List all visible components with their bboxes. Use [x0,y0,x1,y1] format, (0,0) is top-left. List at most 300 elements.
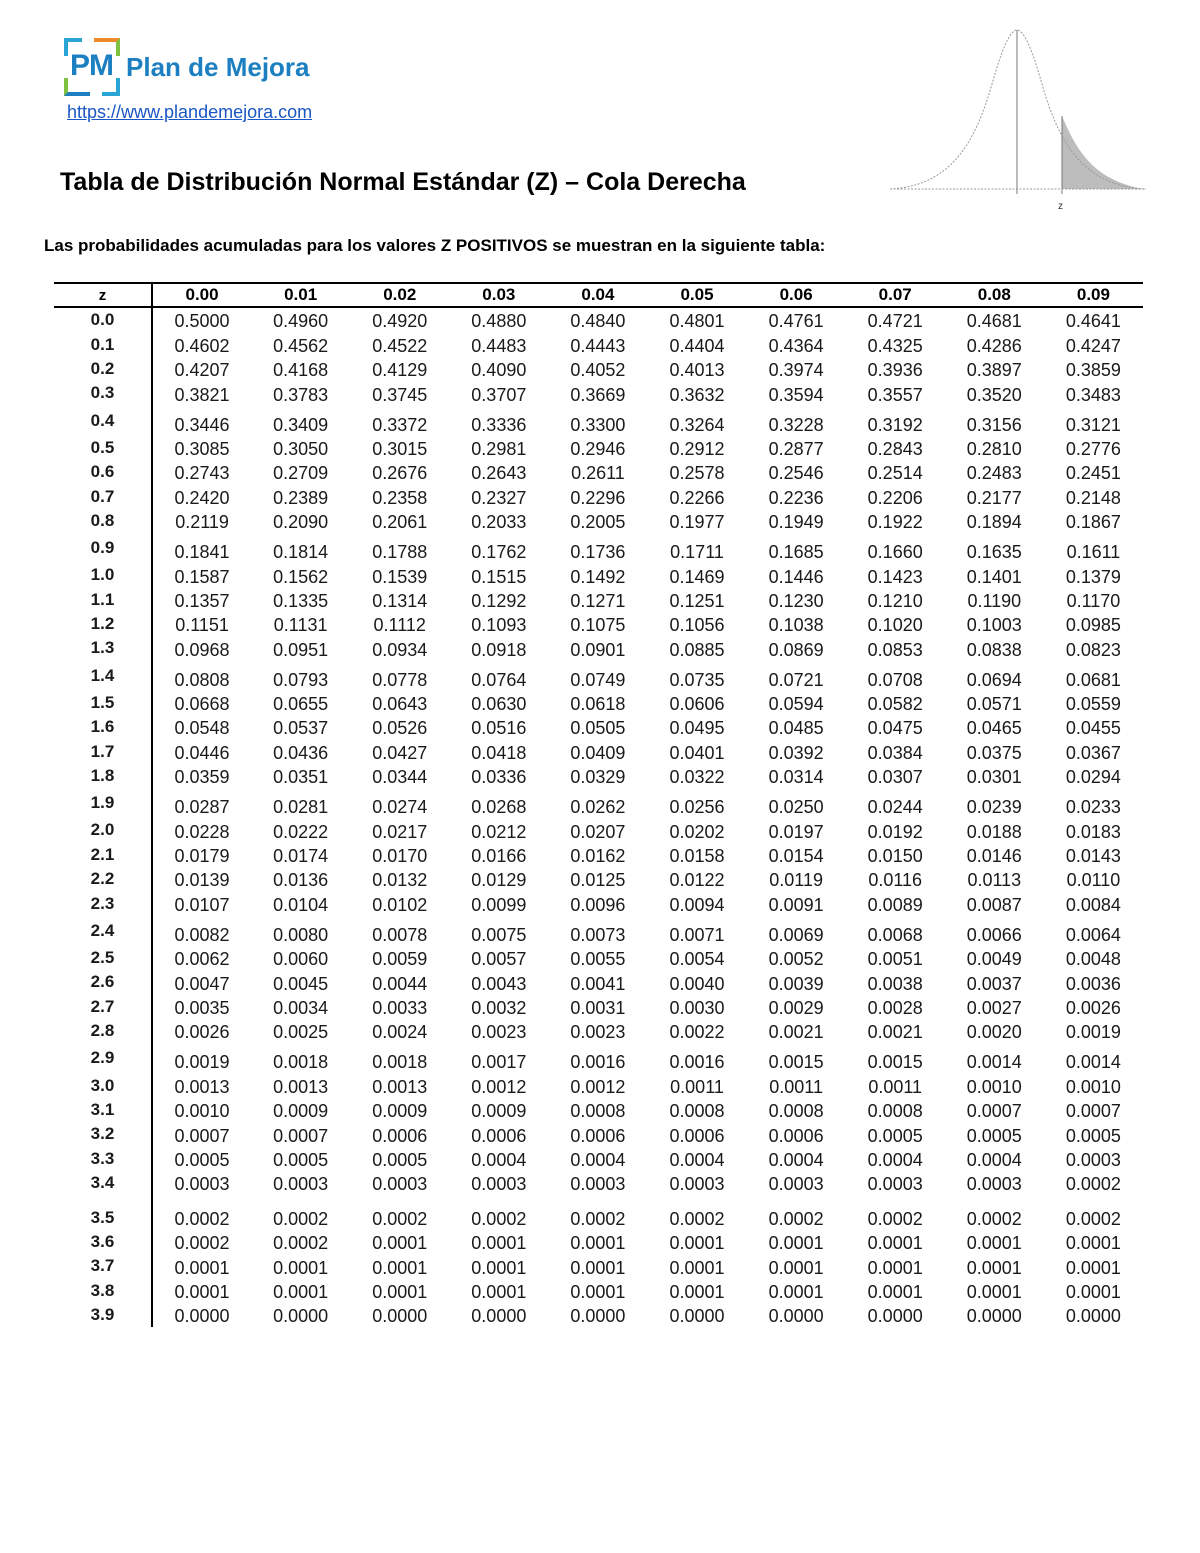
probability-cell: 0.0019 [1065,1022,1121,1043]
probability-cell: 0.0526 [372,718,428,739]
z-value-cell: 2.5 [54,946,152,970]
probability-cell: 0.4090 [471,360,527,381]
probability-cell: 0.1736 [570,542,626,563]
table-row [54,1043,1143,1073]
z-value-cell: 2.7 [54,995,152,1019]
probability-cell: 0.0059 [372,949,428,970]
probability-cell: 0.4920 [372,311,428,332]
probability-cell: 0.0002 [273,1233,329,1254]
probability-cell: 0.0294 [1065,767,1121,788]
probability-cell: 0.0094 [669,894,725,915]
probability-cell: 0.0091 [768,894,824,915]
z-value-cell: 0.0 [54,307,152,332]
table-row [54,406,1143,436]
probability-cell: 0.1587 [174,566,230,587]
probability-cell: 0.4721 [867,311,923,332]
probability-cell: 0.2843 [867,438,923,459]
probability-cell: 0.0022 [669,1022,725,1043]
probability-cell: 0.0001 [471,1257,527,1278]
probability-cell: 0.0007 [273,1125,329,1146]
probability-cell: 0.0446 [174,742,230,763]
z-value-cell: 1.0 [54,563,152,587]
table-row [54,1098,1143,1122]
probability-cell: 0.1446 [768,566,824,587]
probability-cell: 0.0009 [372,1101,428,1122]
probability-cell: 0.0005 [174,1149,230,1170]
brand-logo [64,38,310,96]
probability-cell: 0.3520 [966,384,1022,405]
probability-cell: 0.0069 [768,924,824,945]
probability-cell: 0.0032 [471,997,527,1018]
probability-cell: 0.0015 [867,1052,923,1073]
z-value-cell: 0.6 [54,460,152,484]
probability-cell: 0.3446 [174,414,230,435]
column-header: 0.08 [945,283,1044,307]
probability-cell: 0.0026 [174,1022,230,1043]
probability-cell: 0.0066 [966,924,1022,945]
probability-cell: 0.0427 [372,742,428,763]
probability-cell: 0.4404 [669,335,725,356]
probability-cell: 0.0244 [867,797,923,818]
table-row [54,715,1143,739]
probability-cell: 0.4483 [471,335,527,356]
probability-cell: 0.0031 [570,997,626,1018]
probability-cell: 0.2451 [1065,463,1121,484]
column-header: 0.01 [251,283,350,307]
column-header: 0.07 [846,283,945,307]
probability-cell: 0.0010 [174,1101,230,1122]
z-value-cell: 3.8 [54,1279,152,1303]
z-value-cell: 1.4 [54,661,152,691]
probability-cell: 0.0559 [1065,694,1121,715]
probability-cell: 0.0012 [570,1076,626,1097]
probability-cell: 0.0485 [768,718,824,739]
probability-cell: 0.0004 [867,1149,923,1170]
probability-cell: 0.1492 [570,566,626,587]
probability-cell: 0.0003 [570,1174,626,1195]
probability-cell: 0.0018 [372,1052,428,1073]
table-row [54,916,1143,946]
probability-cell: 0.0436 [273,742,329,763]
z-value-cell: 1.9 [54,788,152,818]
z-value-cell: 1.5 [54,691,152,715]
probability-cell: 0.0838 [966,639,1022,660]
probability-cell: 0.1977 [669,512,725,533]
probability-cell: 0.3264 [669,414,725,435]
probability-cell: 0.1190 [967,590,1022,611]
probability-cell: 0.0006 [669,1125,725,1146]
probability-cell: 0.0505 [570,718,626,739]
probability-cell: 0.2005 [570,512,626,533]
probability-cell: 0.0571 [966,694,1022,715]
probability-cell: 0.1469 [669,566,725,587]
probability-cell: 0.0017 [471,1052,527,1073]
probability-cell: 0.0004 [471,1149,527,1170]
probability-cell: 0.0001 [966,1281,1022,1302]
probability-cell: 0.1515 [471,566,527,587]
probability-cell: 0.3372 [372,414,428,435]
probability-cell: 0.0217 [372,821,428,842]
column-header: 0.09 [1044,283,1143,307]
probability-cell: 0.0002 [273,1208,329,1229]
probability-cell: 0.3783 [273,384,329,405]
probability-cell: 0.0003 [372,1174,428,1195]
probability-cell: 0.0119 [769,870,823,891]
website-link[interactable]: https://www.plandemejora.com [67,102,313,122]
probability-cell: 0.4602 [174,335,230,356]
probability-cell: 0.0375 [966,742,1022,763]
probability-cell: 0.0582 [867,694,923,715]
probability-cell: 0.2090 [273,512,329,533]
probability-cell: 0.0367 [1065,742,1121,763]
probability-cell: 0.3409 [273,414,329,435]
z-value-cell: 2.3 [54,891,152,915]
probability-cell: 0.0005 [1065,1125,1121,1146]
table-row [54,509,1143,533]
probability-cell: 0.2743 [174,463,230,484]
table-row [54,1303,1143,1327]
probability-cell: 0.0006 [372,1125,428,1146]
probability-cell: 0.5000 [174,311,230,332]
probability-cell: 0.0256 [669,797,725,818]
probability-cell: 0.1814 [273,542,329,563]
probability-cell: 0.0384 [867,742,923,763]
probability-cell: 0.4880 [471,311,527,332]
probability-cell: 0.0001 [768,1257,824,1278]
probability-cell: 0.0024 [372,1022,428,1043]
probability-cell: 0.0002 [867,1208,923,1229]
probability-cell: 0.0062 [174,949,230,970]
probability-cell: 0.0465 [966,718,1022,739]
probability-cell: 0.0179 [174,846,230,867]
probability-cell: 0.0023 [471,1022,527,1043]
probability-cell: 0.0344 [372,767,428,788]
probability-cell: 0.1711 [670,542,724,563]
probability-cell: 0.2119 [175,512,229,533]
probability-cell: 0.0968 [174,639,230,660]
z-value-cell: 1.8 [54,764,152,788]
probability-cell: 0.0007 [174,1125,230,1146]
z-value-cell: 2.1 [54,843,152,867]
z-value-cell: 0.7 [54,484,152,508]
table-row [54,1279,1143,1303]
probability-cell: 0.3974 [768,360,824,381]
probability-cell: 0.0073 [570,924,626,945]
probability-cell: 0.0239 [966,797,1022,818]
probability-cell: 0.0934 [372,639,428,660]
probability-cell: 0.0096 [570,894,626,915]
probability-cell: 0.1271 [570,590,626,611]
probability-cell: 0.0001 [273,1281,329,1302]
probability-cell: 0.3897 [966,360,1022,381]
probability-cell: 0.0495 [669,718,725,739]
probability-cell: 0.1357 [174,590,230,611]
probability-cell: 0.0011 [670,1076,724,1097]
z-value-cell: 3.5 [54,1205,152,1229]
probability-cell: 0.0188 [966,821,1022,842]
probability-cell: 0.0001 [768,1281,824,1302]
probability-cell: 0.0036 [1065,973,1121,994]
probability-cell: 0.1210 [867,590,923,611]
probability-cell: 0.0869 [768,639,824,660]
probability-cell: 0.3707 [471,384,527,405]
probability-cell: 0.0154 [768,846,824,867]
probability-cell: 0.0129 [471,870,527,891]
probability-cell: 0.0008 [768,1101,824,1122]
probability-cell: 0.0150 [867,846,923,867]
normal-curve-figure [890,24,1146,214]
probability-cell: 0.4247 [1065,335,1121,356]
probability-cell: 0.1020 [867,615,923,636]
probability-cell: 0.0002 [372,1208,428,1229]
probability-cell: 0.0122 [669,870,725,891]
probability-cell: 0.3192 [867,414,923,435]
probability-cell: 0.0001 [867,1233,923,1254]
probability-cell: 0.0000 [273,1306,329,1327]
probability-cell: 0.2676 [372,463,428,484]
probability-cell: 0.0885 [669,639,725,660]
z-value-cell: 2.2 [54,867,152,891]
z-column-header: z [54,283,152,307]
probability-cell: 0.0901 [570,639,626,660]
probability-cell: 0.1056 [669,615,725,636]
probability-cell: 0.0099 [471,894,527,915]
probability-cell: 0.0002 [669,1208,725,1229]
column-header: 0.06 [747,283,846,307]
probability-cell: 0.0001 [372,1257,428,1278]
probability-cell: 0.0418 [471,742,527,763]
probability-cell: 0.0329 [570,767,626,788]
probability-cell: 0.2420 [174,487,230,508]
probability-cell: 0.4443 [570,335,626,356]
probability-cell: 0.0002 [570,1208,626,1229]
probability-cell: 0.4761 [768,311,824,332]
probability-cell: 0.0035 [174,997,230,1018]
probability-cell: 0.0110 [1066,870,1121,891]
probability-cell: 0.2358 [372,487,428,508]
probability-cell: 0.0003 [174,1174,230,1195]
probability-cell: 0.0018 [273,1052,329,1073]
probability-cell: 0.0014 [966,1052,1022,1073]
probability-cell: 0.0606 [669,694,725,715]
probability-cell: 0.3859 [1065,360,1121,381]
probability-cell: 0.0014 [1065,1052,1121,1073]
probability-cell: 0.0721 [768,669,824,690]
probability-cell: 0.0548 [174,718,230,739]
column-header: 0.02 [350,283,449,307]
probability-cell: 0.1788 [372,542,428,563]
probability-cell: 0.1230 [768,590,824,611]
probability-cell: 0.0301 [966,767,1022,788]
z-value-cell: 3.9 [54,1303,152,1327]
table-row [54,436,1143,460]
probability-cell: 0.0013 [273,1076,329,1097]
probability-cell: 0.2483 [966,463,1022,484]
probability-cell: 0.0004 [669,1149,725,1170]
table-row [54,357,1143,381]
probability-cell: 0.0113 [967,870,1022,891]
probability-cell: 0.0281 [273,797,329,818]
probability-cell: 0.1093 [471,615,527,636]
probability-cell: 0.0951 [273,639,329,660]
probability-cell: 0.0011 [868,1076,923,1097]
probability-cell: 0.0001 [867,1257,923,1278]
probability-cell: 0.0057 [471,949,527,970]
probability-cell: 0.0002 [174,1233,230,1254]
probability-cell: 0.2946 [570,438,626,459]
probability-cell: 0.4840 [570,311,626,332]
column-header: 0.05 [647,283,746,307]
probability-cell: 0.0228 [174,821,230,842]
table-row [54,381,1143,405]
probability-cell: 0.2514 [867,463,923,484]
probability-cell: 0.0001 [966,1233,1022,1254]
z-value-cell: 0.9 [54,533,152,563]
table-row [54,484,1143,508]
probability-cell: 0.1894 [966,512,1022,533]
probability-cell: 0.0000 [174,1306,230,1327]
probability-cell: 0.2148 [1065,487,1121,508]
probability-cell: 0.1867 [1065,512,1121,533]
probability-cell: 0.4641 [1065,311,1121,332]
probability-cell: 0.0001 [1065,1233,1121,1254]
table-row [54,1073,1143,1097]
probability-cell: 0.0401 [669,742,725,763]
z-value-cell: 0.8 [54,509,152,533]
probability-cell: 0.1562 [273,566,329,587]
probability-cell: 0.0002 [1065,1174,1121,1195]
probability-cell: 0.0003 [669,1174,725,1195]
probability-cell: 0.4801 [669,311,725,332]
probability-cell: 0.1660 [867,542,923,563]
probability-cell: 0.0001 [471,1281,527,1302]
probability-cell: 0.0192 [867,821,923,842]
probability-cell: 0.2389 [273,487,329,508]
probability-cell: 0.1841 [174,542,230,563]
probability-cell: 0.0274 [372,797,428,818]
probability-cell: 0.0001 [372,1281,428,1302]
probability-cell: 0.0054 [669,949,725,970]
probability-cell: 0.0006 [570,1125,626,1146]
probability-cell: 0.2296 [570,487,626,508]
probability-cell: 0.0001 [570,1257,626,1278]
probability-cell: 0.1251 [669,590,725,611]
probability-cell: 0.0004 [570,1149,626,1170]
probability-cell: 0.2877 [768,438,824,459]
probability-cell: 0.0008 [570,1101,626,1122]
probability-cell: 0.0516 [471,718,527,739]
probability-cell: 0.0013 [372,1076,428,1097]
table-row [54,533,1143,563]
table-row [54,661,1143,691]
probability-cell: 0.0008 [669,1101,725,1122]
probability-cell: 0.0002 [1065,1208,1121,1229]
probability-cell: 0.0001 [768,1233,824,1254]
probability-cell: 0.0005 [372,1149,428,1170]
probability-cell: 0.0001 [867,1281,923,1302]
brand-name: Plan de Mejora [126,51,310,82]
table-description: Las probabilidades acumuladas para los valores Z POSITIVOS se muestran en la siguiente tabla: [44,236,826,255]
probability-cell: 0.0009 [273,1101,329,1122]
probability-cell: 0.0080 [273,924,329,945]
probability-cell: 0.0001 [1065,1257,1121,1278]
probability-cell: 0.0025 [273,1022,329,1043]
probability-cell: 0.4129 [372,360,428,381]
probability-cell: 0.0268 [471,797,527,818]
probability-cell: 0.0045 [273,973,329,994]
probability-cell: 0.0052 [768,949,824,970]
z-value-cell: 2.9 [54,1043,152,1073]
probability-cell: 0.0212 [471,821,527,842]
probability-cell: 0.0055 [570,949,626,970]
probability-cell: 0.0139 [174,870,230,891]
z-value-cell: 3.0 [54,1073,152,1097]
probability-cell: 0.0002 [174,1208,230,1229]
table-row [54,1147,1143,1171]
table-row [54,843,1143,867]
probability-cell: 0.0000 [966,1306,1022,1327]
probability-cell: 0.0146 [966,846,1022,867]
probability-cell: 0.1423 [867,566,923,587]
probability-cell: 0.0006 [471,1125,527,1146]
z-value-cell: 3.1 [54,1098,152,1122]
probability-cell: 0.0002 [966,1208,1022,1229]
probability-cell: 0.0307 [867,767,923,788]
probability-cell: 0.0287 [174,797,230,818]
probability-cell: 0.1075 [570,615,626,636]
probability-cell: 0.0039 [768,973,824,994]
probability-cell: 0.0029 [768,997,824,1018]
probability-cell: 0.4522 [372,335,428,356]
probability-cell: 0.2327 [471,487,527,508]
probability-cell: 0.0020 [966,1022,1022,1043]
probability-cell: 0.0618 [570,694,626,715]
probability-cell: 0.0001 [372,1233,428,1254]
z-value-cell: 1.2 [54,612,152,636]
probability-cell: 0.0000 [867,1306,923,1327]
z-table [54,282,1143,1327]
probability-cell: 0.4013 [669,360,725,381]
probability-cell: 0.0475 [867,718,923,739]
probability-cell: 0.1635 [966,542,1022,563]
z-value-cell: 1.7 [54,739,152,763]
probability-cell: 0.0005 [966,1125,1022,1146]
probability-cell: 0.0028 [867,997,923,1018]
probability-cell: 0.0708 [867,669,923,690]
probability-cell: 0.1685 [768,542,824,563]
probability-cell: 0.0823 [1065,639,1121,660]
probability-cell: 0.0000 [570,1306,626,1327]
probability-cell: 0.0060 [273,949,329,970]
probability-cell: 0.0594 [768,694,824,715]
probability-cell: 0.0668 [174,694,230,715]
probability-cell: 0.1762 [471,542,527,563]
probability-cell: 0.3121 [1065,414,1121,435]
table-row [54,691,1143,715]
table-row [54,1019,1143,1043]
probability-cell: 0.3156 [966,414,1022,435]
probability-cell: 0.0000 [768,1306,824,1327]
z-value-cell: 2.6 [54,970,152,994]
probability-cell: 0.0250 [768,797,824,818]
probability-cell: 0.2206 [867,487,923,508]
right-tail-area [1062,116,1142,189]
probability-cell: 0.4960 [273,311,329,332]
z-value-cell: 0.3 [54,381,152,405]
probability-cell: 0.3015 [372,438,428,459]
table-row [54,563,1143,587]
z-value-cell: 2.4 [54,916,152,946]
